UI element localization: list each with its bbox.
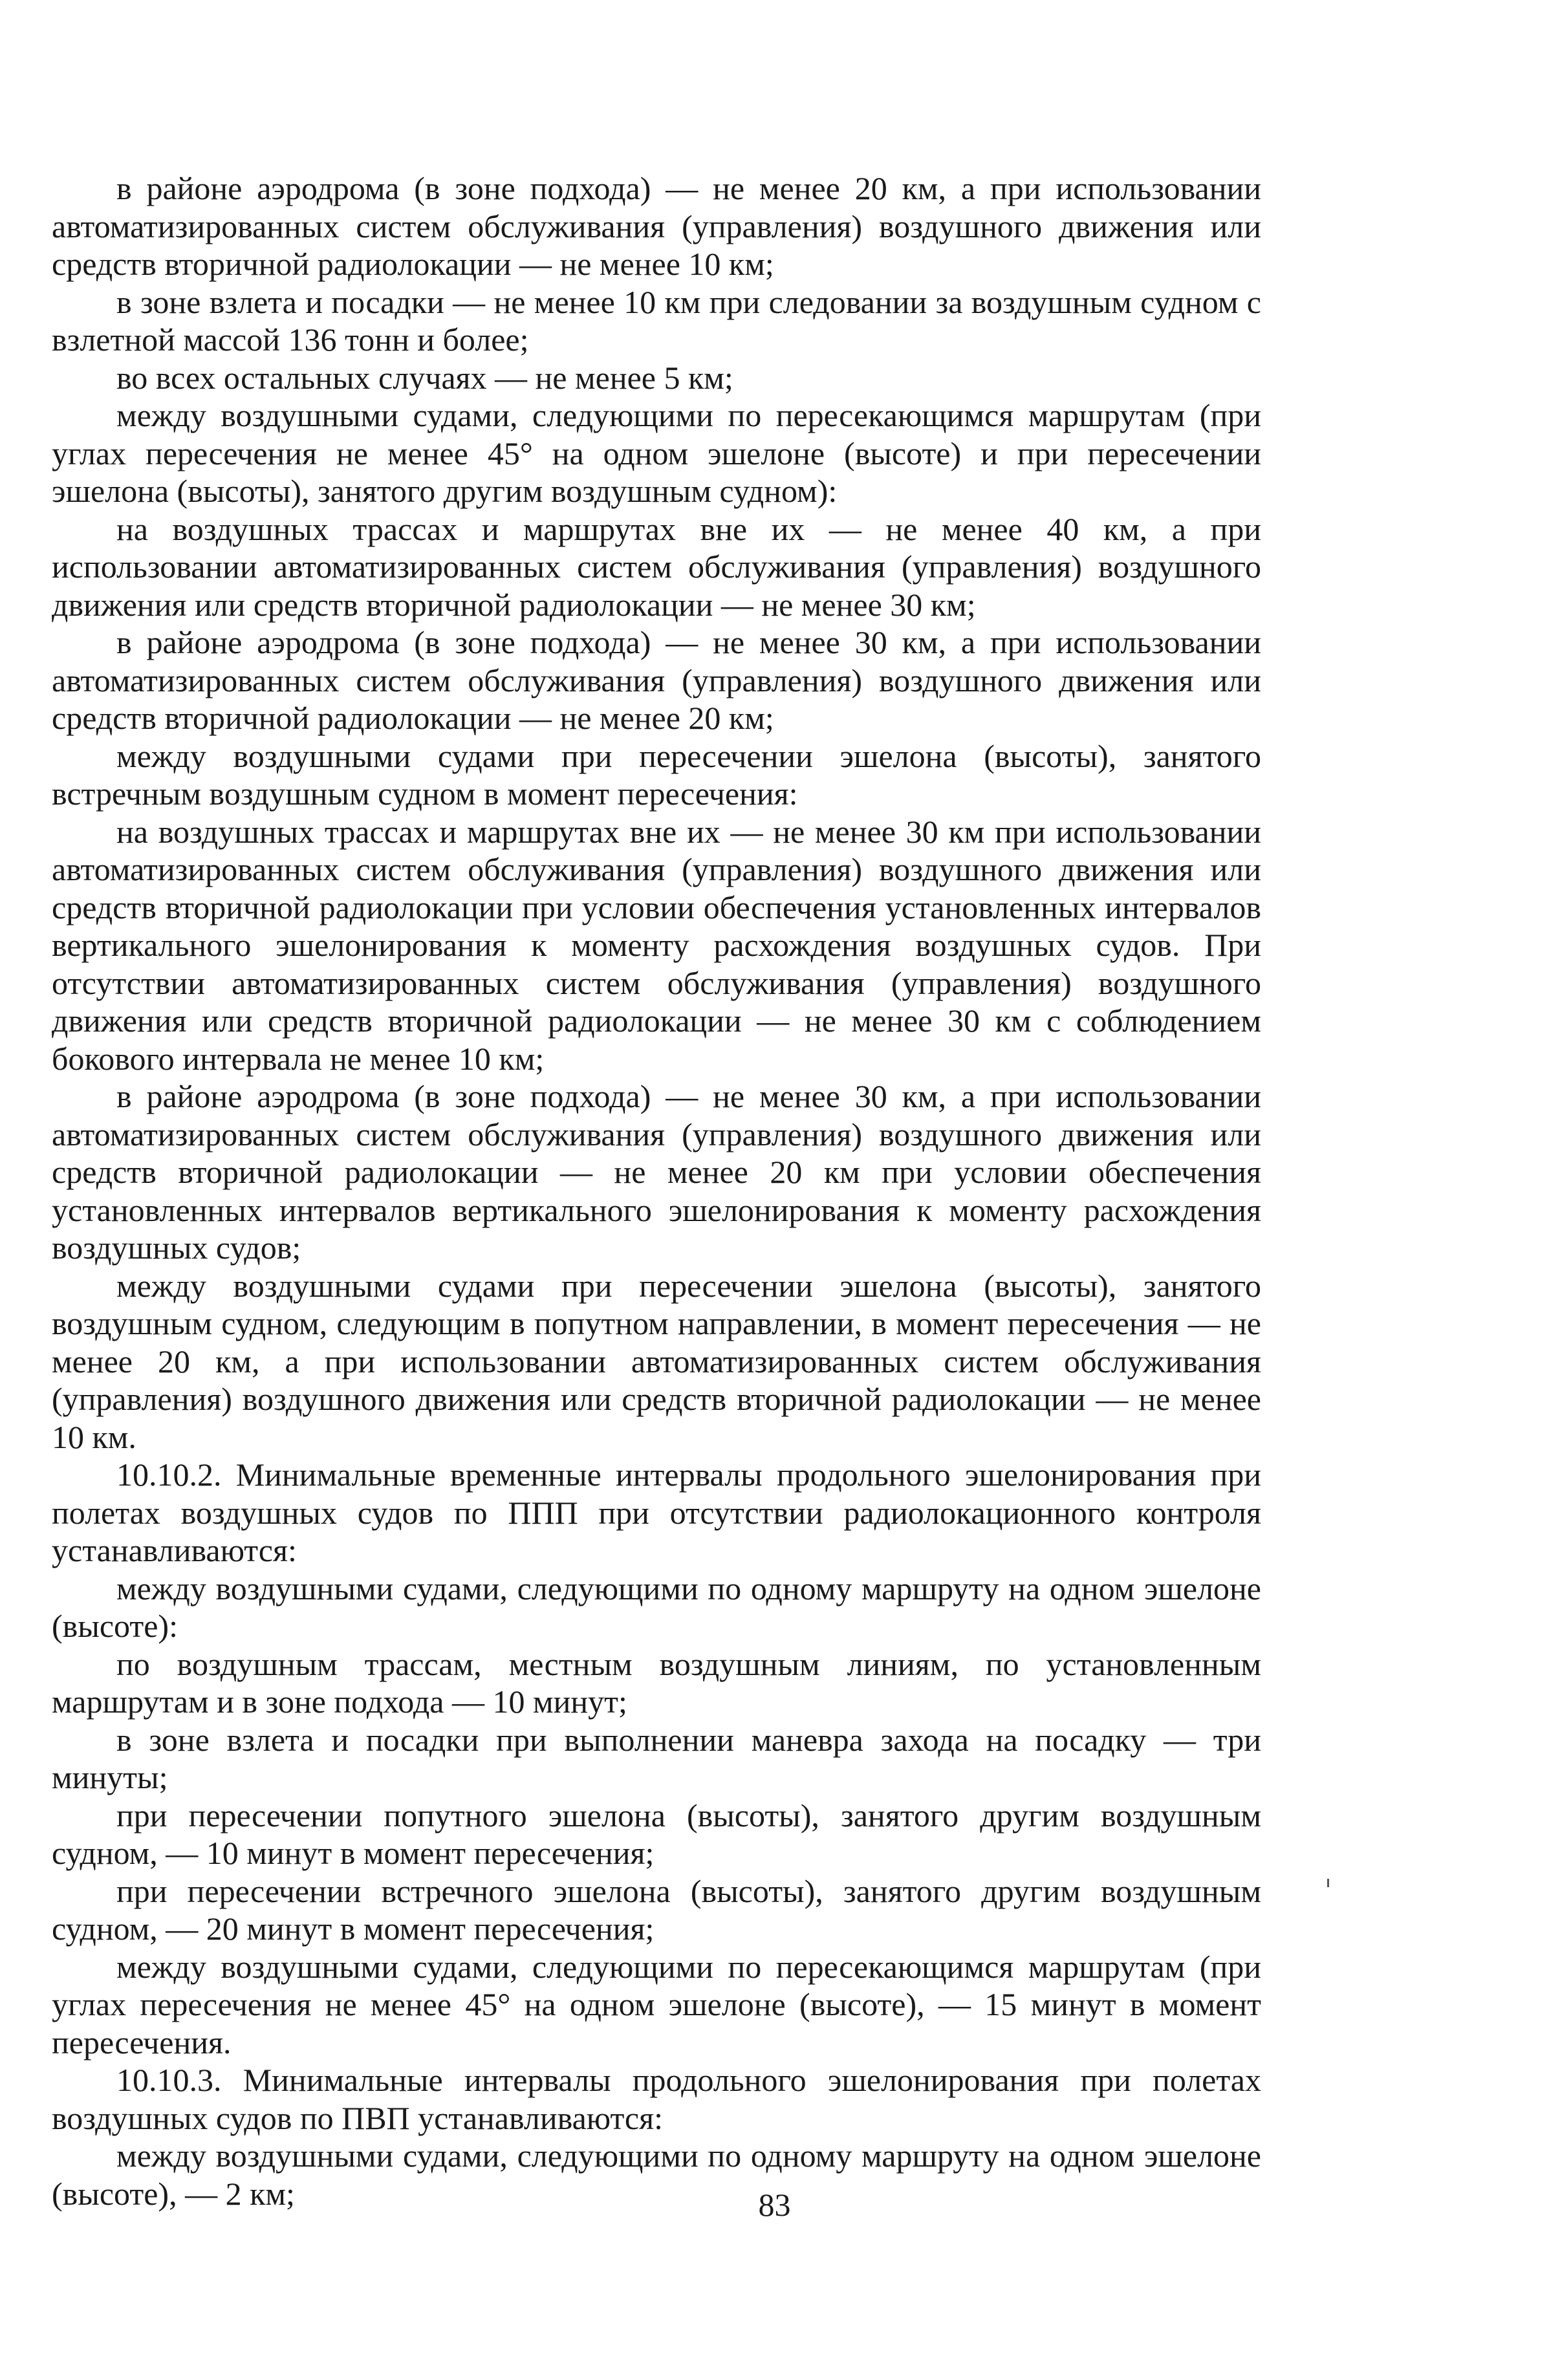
paragraph: в районе аэродрома (в зоне подхода) — не менее 30 км, а при использовании автоматизированных систем обслуживания (управления) воздушного движения или средств вторичной радиолокации — не менее 20 км при условии обеспечения установленных интервалов вертикального эшелонирования к моменту расхождения воздушных судов; xyxy=(52,1078,1261,1266)
body-text xyxy=(52,169,1261,2212)
paragraph: по воздушным трассам, местным воздушным линиям, по установленным маршрутам и в зоне подхода — 10 минут; xyxy=(52,1645,1261,1720)
paragraph: на воздушных трассах и маршрутах вне их — не менее 30 км при использовании автоматизированных систем обслуживания (управления) воздушного движения или средств вторичной радиолокации при условии обеспечения установленных интервалов вертикального эшелонирования к моменту расхождения воздушных судов. При отсутствии автоматизированных систем обслуживания (управления) воздушного движения или средств вторичной радиолокации — не менее 30 км с соблюдением бокового интервала не менее 10 км; xyxy=(52,813,1261,1077)
section-paragraph: 10.10.2. Минимальные временные интервалы продольного эшелонирования при полетах воздушных судов по ППП при отсутствии радиолокационного контроля устанавливаются: xyxy=(52,1456,1261,1568)
scan-speck xyxy=(1327,1879,1329,1887)
paragraph: между воздушными судами, следующими по пересекающимся маршрутам (при углах пересечения не менее 45° на одном эшелоне (высоте), — 15 минут в момент пересечения. xyxy=(52,1948,1261,2061)
paragraph: между воздушными судами при пересечении эшелона (высоты), занятого встречным воздушным судном в момент пересечения: xyxy=(52,737,1261,812)
paragraph: между воздушными судами, следующими по пересекающимся маршрутам (при углах пересечения не менее 45° на одном эшелоне (высоте) и при пересечении эшелона (высоты), занятого другим воздушным судном): xyxy=(52,397,1261,509)
paragraph: между воздушными судами, следующими по одному маршруту на одном эшелоне (высоте): xyxy=(52,1570,1261,1644)
paragraph: на воздушных трассах и маршрутах вне их — не менее 40 км, а при использовании автоматизированных систем обслуживания (управления) воздушного движения или средств вторичной радиолокации — не менее 30 км; xyxy=(52,510,1261,623)
paragraph: во всех остальных случаях — не менее 5 км; xyxy=(116,359,733,396)
paragraph: в зоне взлета и посадки при выполнении маневра захода на посадку — три минуты; xyxy=(52,1721,1261,1795)
paragraph: в районе аэродрома (в зоне подхода) — не менее 20 км, а при использовании автоматизированных систем обслуживания (управления) воздушного движения или средств вторичной радиолокации — не менее 10 км; xyxy=(52,170,1261,282)
paragraph: при пересечении встречного эшелона (высоты), занятого другим воздушным судном, — 20 минут в момент пересечения; xyxy=(52,1872,1261,1947)
page-number: 83 xyxy=(758,2187,791,2223)
paragraph: при пересечении попутного эшелона (высоты), занятого другим воздушным судном, — 10 минут в момент пересечения; xyxy=(52,1797,1261,1871)
paragraph: в зоне взлета и посадки — не менее 10 км при следовании за воздушным судном с взлетной массой 136 тонн и более; xyxy=(52,283,1261,358)
paragraph: между воздушными судами, следующими по одному маршруту на одном эшелоне (высоте), — 2 км; xyxy=(52,2137,1261,2212)
paragraph: в районе аэродрома (в зоне подхода) — не менее 30 км, а при использовании автоматизированных систем обслуживания (управления) воздушного движения или средств вторичной радиолокации — не менее 20 км; xyxy=(52,624,1261,736)
section-paragraph: 10.10.3. Минимальные интервалы продольного эшелонирования при полетах воздушных судов по ПВП устанавливаются: xyxy=(52,2062,1261,2136)
paragraph: между воздушными судами при пересечении эшелона (высоты), занятого воздушным судном, следующим в попутном направлении, в момент пересечения — не менее 20 км, а при использовании автоматизированных систем обслуживания (управления) воздушного движения или средств вторичной радиолокации — не менее 10 км. xyxy=(52,1267,1261,1455)
